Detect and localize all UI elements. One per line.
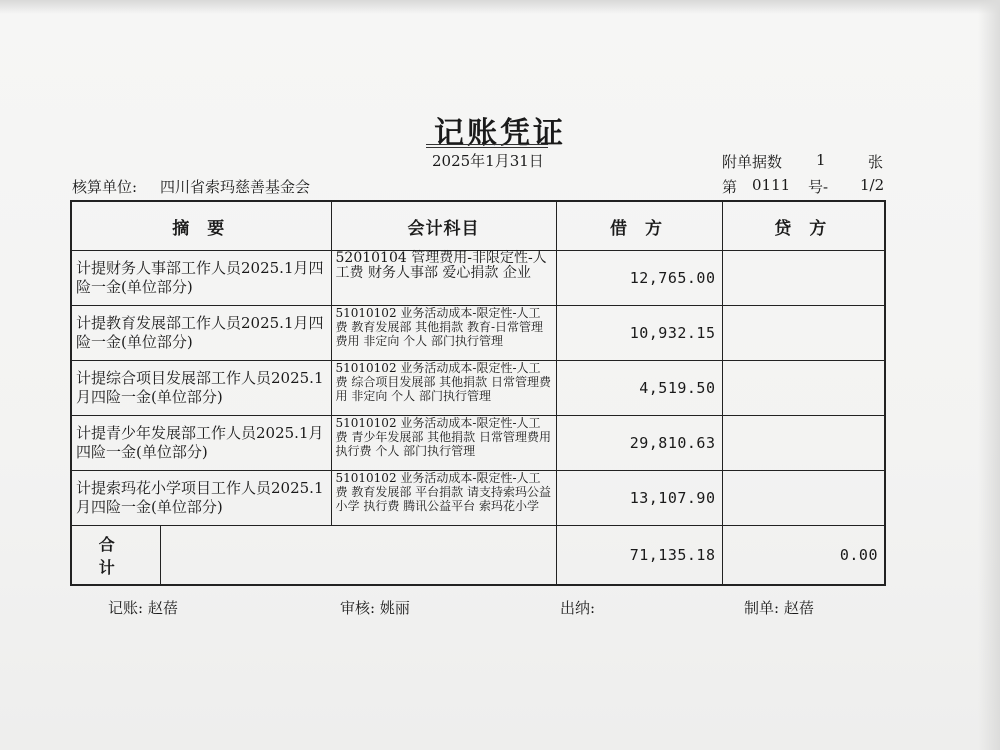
bookkeeper-signature: 记账: 赵蓓: [108, 599, 178, 617]
row-debit: 4,519.50: [556, 361, 722, 416]
header-summary: 摘 要: [71, 201, 331, 251]
row-summary: 计提教育发展部工作人员2025.1月四险一金(单位部分): [71, 306, 331, 361]
table-header-row: [71, 201, 885, 251]
row-account: 51010102 业务活动成本-限定性-人工费 综合项目发展部 其他捐款 日常管理费用 非定向 个人 部门执行管理: [331, 361, 556, 416]
row-summary: 计提索玛花小学项目工作人员2025.1月四险一金(单位部分): [71, 471, 331, 526]
voucher-seq-page: 1/2: [860, 176, 885, 194]
row-credit: [722, 416, 885, 471]
voucher-title: 记账凭证: [434, 116, 566, 151]
attachments-unit: 张: [868, 153, 884, 171]
header-account: 会计科目: [331, 201, 556, 251]
voucher-seq-prefix: 第: [722, 178, 738, 196]
row-debit: 10,932.15: [556, 306, 722, 361]
row-summary: 计提青少年发展部工作人员2025.1月四险一金(单位部分): [71, 416, 331, 471]
row-credit: [722, 471, 885, 526]
accounting-unit-name: 四川省索玛慈善基金会: [160, 178, 311, 196]
row-credit: [722, 306, 885, 361]
voucher-seq-suffix: 号-: [808, 178, 829, 196]
header-debit: 借 方: [556, 201, 722, 251]
table-row: [71, 361, 885, 416]
row-debit: 29,810.63: [556, 416, 722, 471]
voucher-date: 2025年1月31日: [432, 152, 544, 170]
row-account: 52010104 管理费用-非限定性-人工费 财务人事部 爱心捐款 企业: [331, 251, 556, 306]
table-row: [71, 251, 885, 306]
accounting-unit-label: 核算单位:: [72, 178, 138, 196]
total-blank-cell: [160, 526, 556, 586]
row-account: 51010102 业务活动成本-限定性-人工费 青少年发展部 其他捐款 日常管理费用 执行费 个人 部门执行管理: [331, 416, 556, 471]
voucher-seq-number: 0111: [752, 176, 791, 194]
cashier-signature: 出纳:: [560, 599, 596, 617]
total-row: [71, 526, 885, 586]
preparer-signature: 制单: 赵蓓: [744, 599, 814, 617]
row-debit: 12,765.00: [556, 251, 722, 306]
title-double-underline: [426, 144, 548, 148]
row-summary: 计提综合项目发展部工作人员2025.1月四险一金(单位部分): [71, 361, 331, 416]
row-credit: [722, 251, 885, 306]
scan-shadow-top: [0, 0, 1000, 14]
voucher-table: [70, 200, 886, 586]
attachments-label: 附单据数: [722, 153, 783, 171]
row-credit: [722, 361, 885, 416]
table-row: [71, 471, 885, 526]
row-debit: 13,107.90: [556, 471, 722, 526]
total-label: 合 计: [71, 526, 160, 586]
table-row: [71, 306, 885, 361]
total-credit: 0.00: [722, 526, 885, 586]
header-credit: 贷 方: [722, 201, 885, 251]
attachments-count: 1: [816, 151, 826, 169]
row-account: 51010102 业务活动成本-限定性-人工费 教育发展部 平台捐款 请支持索玛公益小学 执行费 腾讯公益平台 索玛花小学: [331, 471, 556, 526]
table-row: [71, 416, 885, 471]
row-summary: 计提财务人事部工作人员2025.1月四险一金(单位部分): [71, 251, 331, 306]
reviewer-signature: 审核: 姚丽: [340, 599, 410, 617]
total-debit: 71,135.18: [556, 526, 722, 586]
row-account: 51010102 业务活动成本-限定性-人工费 教育发展部 其他捐款 教育-日常管理费用 非定向 个人 部门执行管理: [331, 306, 556, 361]
